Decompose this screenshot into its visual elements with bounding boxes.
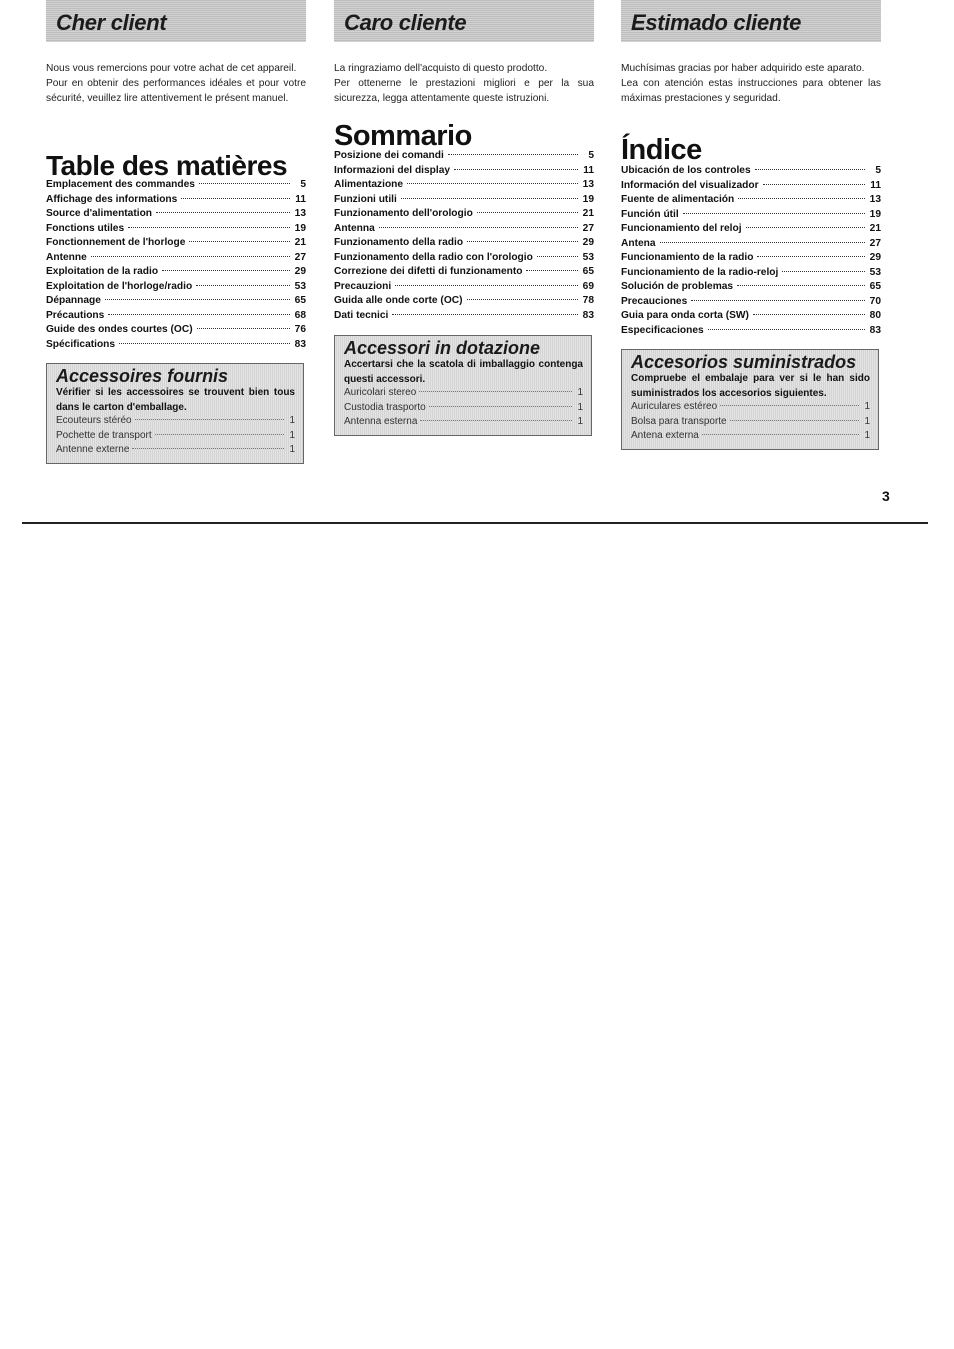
accessory-item xyxy=(344,402,583,417)
toc-entry-label: Exploitation de la radio xyxy=(46,266,159,277)
toc-entry xyxy=(334,310,594,325)
toc-entry-label: Posizione dei comandi xyxy=(334,150,444,161)
toc-entry xyxy=(621,223,881,238)
toc-entry-page: 13 xyxy=(869,194,881,205)
toc-entry-page: 5 xyxy=(300,179,306,190)
intro-text xyxy=(334,61,594,106)
toc-entry-label: Ubicación de los controles xyxy=(621,165,751,176)
intro-paragraph: Pour en obtenir des performances idéales et pour votre sécurité, veuillez lire attentivement le présent manuel. xyxy=(46,78,306,104)
toc-entry-label: Funzioni utili xyxy=(334,193,397,205)
accessories-list xyxy=(631,401,870,445)
toc-entry-label: Precauzioni xyxy=(334,280,392,292)
accessory-quantity: 1 xyxy=(577,387,583,398)
toc-entry xyxy=(334,165,594,180)
toc-entry-page: 13 xyxy=(294,208,306,219)
toc-entry xyxy=(621,165,881,180)
dot-leader xyxy=(467,241,578,242)
toc-entry-label: Funzionamento della radio xyxy=(334,237,464,248)
accessories-title: Accesorios suministrados xyxy=(631,352,857,372)
toc-entry-page: 5 xyxy=(875,165,881,176)
header-title: Cher client xyxy=(56,10,167,35)
accessories-note: Accertarsi che la scatola di imballaggio contenga questi accessori. xyxy=(344,359,583,385)
dot-leader xyxy=(757,256,865,257)
toc-entry xyxy=(46,223,306,238)
toc-entry-page: 65 xyxy=(294,295,306,306)
accessory-quantity: 1 xyxy=(864,401,870,412)
toc-entry-label: Funzionamento della radio con l'orologio xyxy=(334,251,533,263)
toc-entry xyxy=(621,194,881,209)
dot-leader xyxy=(105,299,290,300)
toc-entry xyxy=(621,310,881,325)
toc-entry-label: Solución de problemas xyxy=(621,281,734,292)
toc-entry-page: 27 xyxy=(294,251,306,263)
accessory-quantity: 1 xyxy=(864,415,870,427)
dot-leader xyxy=(738,198,865,199)
dot-leader xyxy=(702,434,859,435)
accessory-label: Custodia trasporto xyxy=(344,401,426,413)
intro-text xyxy=(46,61,306,106)
dot-leader xyxy=(401,198,578,199)
toc-entry-page: 21 xyxy=(869,223,881,234)
toc-entry-page: 29 xyxy=(294,266,306,277)
toc-entry xyxy=(334,252,594,267)
dot-leader xyxy=(708,329,865,330)
header-banner xyxy=(46,0,306,42)
toc-entry xyxy=(46,281,306,296)
accessory-quantity: 1 xyxy=(577,416,583,427)
toc-entry-page: 53 xyxy=(869,266,881,278)
toc-entry xyxy=(46,324,306,339)
toc-entry xyxy=(334,208,594,223)
toc-entry-page: 83 xyxy=(869,324,881,336)
intro-paragraph: La ringraziamo dell'acquisto di questo prodotto. xyxy=(334,63,548,74)
toc-entry-page: 68 xyxy=(294,309,306,321)
toc-entry xyxy=(334,194,594,209)
accessory-label: Auriculares estéreo xyxy=(631,401,718,412)
dot-leader xyxy=(135,419,284,420)
toc-entry-page: 27 xyxy=(869,237,881,249)
toc-entry-label: Affichage des informations xyxy=(46,193,178,205)
accessories-list xyxy=(344,387,583,431)
toc-entry-label: Fonctionnement de l'horloge xyxy=(46,237,186,248)
toc-entry-page: 27 xyxy=(582,222,594,234)
toc-entry-page: 21 xyxy=(294,237,306,248)
toc-entry-label: Spécifications xyxy=(46,338,116,350)
toc-entry xyxy=(334,179,594,194)
toc-entry-page: 11 xyxy=(870,179,881,191)
dot-leader xyxy=(782,271,865,272)
accessories-box xyxy=(334,335,592,436)
toc-entry-label: Funcionamiento de la radio-reloj xyxy=(621,266,779,278)
toc-entry-page: 29 xyxy=(582,237,594,248)
dot-leader xyxy=(108,314,290,315)
dot-leader xyxy=(132,448,284,449)
toc-entry-label: Funcionamiento del reloj xyxy=(621,223,742,234)
dot-leader xyxy=(753,314,865,315)
accessory-quantity: 1 xyxy=(289,444,295,455)
toc-entry xyxy=(621,180,881,195)
accessory-item xyxy=(631,430,870,445)
toc-entry xyxy=(334,223,594,238)
bottom-rule xyxy=(22,522,928,524)
accessory-item xyxy=(631,416,870,431)
toc-entry-page: 69 xyxy=(582,280,594,292)
accessory-label: Ecouteurs stéréo xyxy=(56,415,132,426)
intro-paragraph: Lea con atención estas instrucciones para obtener las máximas prestaciones y seguridad. xyxy=(621,78,881,104)
accessory-label: Antenna esterna xyxy=(344,416,418,427)
dot-leader xyxy=(730,420,859,421)
accessory-quantity: 1 xyxy=(289,415,295,426)
accessory-label: Auricolari stereo xyxy=(344,387,417,398)
accessory-label: Antena externa xyxy=(631,430,699,441)
dot-leader xyxy=(737,285,865,286)
toc-entry-page: 80 xyxy=(869,310,881,321)
dot-leader xyxy=(454,169,578,170)
toc-entry-page: 29 xyxy=(869,252,881,263)
accessory-item xyxy=(56,444,295,459)
toc-entry xyxy=(621,267,881,282)
dot-leader xyxy=(379,227,578,228)
toc-entry-page: 5 xyxy=(588,150,594,161)
dot-leader xyxy=(683,213,865,214)
toc-entry xyxy=(621,296,881,311)
toc-entry-page: 21 xyxy=(582,208,594,219)
accessory-quantity: 1 xyxy=(864,430,870,441)
toc-entry-label: Informazioni del display xyxy=(334,164,451,176)
dot-leader xyxy=(119,343,290,344)
toc-entry-label: Antenne xyxy=(46,251,87,263)
table-of-contents xyxy=(46,179,306,353)
dot-leader xyxy=(448,154,578,155)
accessory-item xyxy=(344,387,583,402)
header-title: Caro cliente xyxy=(344,10,467,35)
toc-entry-page: 53 xyxy=(294,280,306,292)
accessory-quantity: 1 xyxy=(577,401,583,413)
dot-leader xyxy=(156,212,290,213)
dot-leader xyxy=(155,434,284,435)
toc-entry-page: 70 xyxy=(869,295,881,307)
toc-entry xyxy=(46,237,306,252)
toc-entry-label: Fuente de alimentación xyxy=(621,194,735,205)
toc-entry xyxy=(46,179,306,194)
dot-leader xyxy=(419,391,572,392)
intro-paragraph: Per ottenerne le prestazioni migliori e per la sua sicurezza, legga attentamente queste istruzioni. xyxy=(334,78,594,104)
dot-leader xyxy=(660,242,865,243)
accessory-label: Antenne externe xyxy=(56,444,130,455)
dot-leader xyxy=(537,256,578,257)
dot-leader xyxy=(128,227,290,228)
dot-leader xyxy=(477,212,578,213)
accessory-item xyxy=(344,416,583,431)
dot-leader xyxy=(162,270,290,271)
toc-entry-label: Dati tecnici xyxy=(334,309,389,321)
toc-entry-page: 76 xyxy=(294,324,306,335)
toc-entry xyxy=(621,252,881,267)
toc-entry xyxy=(334,266,594,281)
dot-leader xyxy=(196,285,290,286)
toc-entry xyxy=(46,194,306,209)
dot-leader xyxy=(763,184,865,185)
toc-entry-label: Precauciones xyxy=(621,295,688,307)
accessory-item xyxy=(56,430,295,445)
toc-entry-label: Dépannage xyxy=(46,295,101,306)
toc-entry xyxy=(46,339,306,354)
toc-entry-page: 19 xyxy=(582,193,594,205)
toc-entry-page: 83 xyxy=(294,338,306,350)
accessories-list xyxy=(56,415,295,459)
toc-title: Table des matières xyxy=(46,150,288,181)
toc-entry-label: Guide des ondes courtes (OC) xyxy=(46,324,193,335)
toc-entry-label: Especificaciones xyxy=(621,324,704,336)
toc-entry-page: 11 xyxy=(295,193,306,205)
toc-title: Sommario xyxy=(334,120,472,152)
toc-entry-label: Guida alle onde corte (OC) xyxy=(334,295,463,306)
toc-entry xyxy=(334,150,594,165)
toc-entry-label: Antena xyxy=(621,237,656,249)
toc-entry xyxy=(334,295,594,310)
dot-leader xyxy=(420,420,572,421)
toc-entry-label: Exploitation de l'horloge/radio xyxy=(46,280,193,292)
toc-entry-page: 19 xyxy=(294,222,306,234)
header-banner xyxy=(621,0,881,42)
accessories-title: Accessori in dotazione xyxy=(344,338,541,358)
toc-entry-page: 53 xyxy=(582,251,594,263)
table-of-contents xyxy=(621,165,881,339)
accessory-quantity: 1 xyxy=(289,429,295,441)
toc-entry-label: Funzionamento dell'orologio xyxy=(334,208,473,219)
dot-leader xyxy=(392,314,578,315)
dot-leader xyxy=(467,299,579,300)
toc-entry xyxy=(46,208,306,223)
toc-entry-page: 13 xyxy=(582,179,594,190)
header-banner xyxy=(334,0,594,42)
toc-entry-label: Emplacement des commandes xyxy=(46,179,195,190)
dot-leader xyxy=(189,241,290,242)
toc-entry-label: Información del visualizador xyxy=(621,179,759,191)
dot-leader xyxy=(91,256,290,257)
intro-paragraph: Muchísimas gracias por haber adquirido este aparato. xyxy=(621,63,865,74)
accessories-note: Compruebe el embalaje para ver si le han sido suministrados los accesorios siguientes. xyxy=(631,373,870,399)
intro-text xyxy=(621,61,881,106)
accessories-title: Accessoires fournis xyxy=(56,366,229,386)
dot-leader xyxy=(395,285,578,286)
toc-entry xyxy=(46,252,306,267)
dot-leader xyxy=(691,300,865,301)
toc-entry-label: Funcionamiento de la radio xyxy=(621,252,754,263)
toc-entry-label: Fonctions utiles xyxy=(46,222,125,234)
accessories-box xyxy=(46,363,304,464)
toc-entry-page: 11 xyxy=(583,164,594,176)
accessory-item xyxy=(56,415,295,430)
toc-entry-page: 19 xyxy=(869,208,881,220)
toc-entry-label: Alimentazione xyxy=(334,179,404,190)
toc-entry xyxy=(621,238,881,253)
toc-entry xyxy=(621,209,881,224)
toc-entry-page: 78 xyxy=(582,295,594,306)
header-title: Estimado cliente xyxy=(631,10,802,35)
toc-entry-label: Guia para onda corta (SW) xyxy=(621,310,749,321)
toc-entry-label: Función útil xyxy=(621,208,679,220)
toc-entry xyxy=(46,295,306,310)
toc-entry-page: 65 xyxy=(582,266,594,277)
dot-leader xyxy=(746,227,865,228)
toc-entry-label: Source d'alimentation xyxy=(46,208,153,219)
accessories-box xyxy=(621,349,879,450)
dot-leader xyxy=(199,183,290,184)
dot-leader xyxy=(755,169,865,170)
toc-entry xyxy=(46,266,306,281)
accessories-note: Vérifier si les accessoires se trouvent bien tous dans le carton d'emballage. xyxy=(56,387,295,413)
dot-leader xyxy=(720,405,859,406)
intro-paragraph: Nous vous remercions pour votre achat de cet appareil. xyxy=(46,63,297,74)
page-number: 3 xyxy=(882,488,890,504)
table-of-contents xyxy=(334,150,594,324)
toc-entry xyxy=(334,237,594,252)
toc-entry xyxy=(334,281,594,296)
accessory-label: Pochette de transport xyxy=(56,429,152,441)
toc-entry-label: Correzione dei difetti di funzionamento xyxy=(334,266,523,277)
toc-entry xyxy=(621,281,881,296)
dot-leader xyxy=(197,328,290,329)
dot-leader xyxy=(181,198,290,199)
dot-leader xyxy=(407,183,578,184)
dot-leader xyxy=(526,270,578,271)
toc-entry-label: Précautions xyxy=(46,309,105,321)
toc-title: Índice xyxy=(621,134,702,166)
dot-leader xyxy=(429,406,572,407)
toc-entry-page: 65 xyxy=(869,281,881,292)
accessory-item xyxy=(631,401,870,416)
toc-entry xyxy=(621,325,881,340)
toc-entry-page: 83 xyxy=(582,309,594,321)
accessory-label: Bolsa para transporte xyxy=(631,415,727,427)
toc-entry xyxy=(46,310,306,325)
toc-entry-label: Antenna xyxy=(334,222,375,234)
